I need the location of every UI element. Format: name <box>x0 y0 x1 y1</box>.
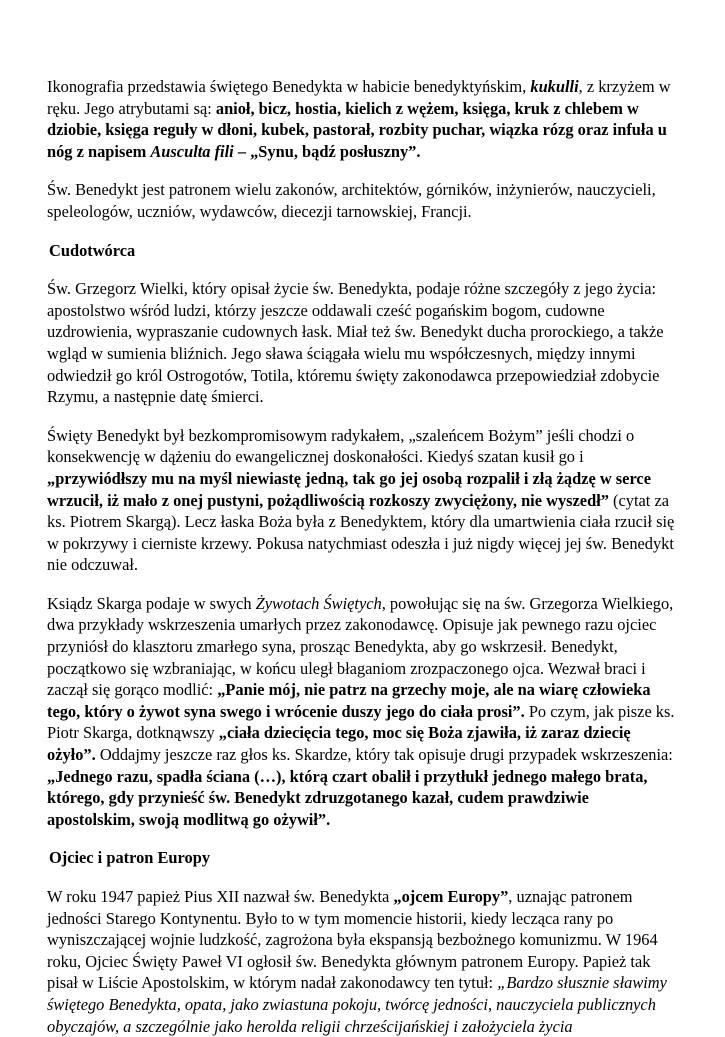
section-heading-patron-europy: Ojciec i patron Europy <box>49 848 211 868</box>
paragraph-gregory: Św. Grzegorz Wielki, który opisał życie św. Benedykta, podaje różne szczegóły z jego życia: apostolstwo wśród ludzi, którzy jeszcze oddawali cześć pogańskim bogom, cudowne uzdrowienia, wypraszanie cudownych łask. Miał też św. Benedykt ducha prorockiego, a także wgląd w sumienia bliźnich. Jego sława ściągała wielu mu współczesnych, między innymi odwiedził go król Ostrogotów, Totila, któremu święty zakonodawca przepowiedział zdobycie Rzymu, a następnie datę śmierci. <box>47 279 664 407</box>
text-run-bold-italic: Ausculta fili <box>150 141 234 161</box>
text-run: Święty Benedykt był bezkompromisowym radykałem, „szaleńcem Bożym” jeśli chodzi o konsekwencję w dążeniu do ewangelicznej doskonałości. Kiedyś szatan kusił go i <box>47 425 635 467</box>
paragraph-temptation <box>47 425 680 576</box>
text-run-bold: anioł, bicz, hostia, kielich z wężem, księga, kruk z chlebem w dziobie, księga reguły w dłoni, kubek, pastorał, rozbity puchar, wiązka rózg oraz infuła u nóg z napisem <box>47 98 667 161</box>
text-run: Oddajmy jeszcze raz głos ks. Skardze, który tak opisuje drugi przypadek wskrzeszenia: <box>95 745 673 765</box>
paragraph-patron-europe <box>47 886 680 1037</box>
paragraph-resurrections <box>47 593 680 831</box>
text-run: Ksiądz Skarga podaje w swych <box>47 593 256 613</box>
text-run-bold: „Panie mój, nie patrz na grzechy moje, ale na wiarę człowieka tego, który o żywot syna swego i wrócenie duszy jego do ciała prosi”. <box>47 680 651 721</box>
text-run-bold: „przywiódłszy mu na myśl niewiastę jedną, tak go jej osobą rozpalił i złą żądzę w serce wrzucił, iż mało z onej pustyni, pożądliwością rozkoszy zwyciężony, nie wyszedł” <box>47 468 651 510</box>
text-run-bold: – „Synu, bądź posłuszny”. <box>233 141 421 161</box>
text-run: , z krzyżem w ręku. Jego atrybutami są: <box>47 77 671 118</box>
text-run: , powołując się na św. Grzegorza Wielkiego, dwa przykłady wskrzeszenia umarłych przez zakonodawcę. Opisuje jak pewnego razu ojciec przyniósł do klasztoru zmarłego syna, prosząc Benedykta, aby go wskrzesił. Benedykt, początkowo się wzbraniając, w końcu uległ błaganiom zrozpaczonego ojca. Wezwał braci i zaczął się gorąco modlić: <box>47 593 674 700</box>
text-run-italic: Żywotach Świętych <box>255 593 382 613</box>
text-run-italic: „Bardzo słusznie sławimy świętego Benedykta, opata, jako zwiastuna pokoju, twórcę jedności, nauczyciela publicznych obyczajów, a szczególnie jako herolda religii chrześcijańskiej i założyciela życia <box>47 973 667 1036</box>
text-run: (cytat za ks. Piotrem Skargą). Lecz łaska Boża była z Benedyktem, który dla umartwienia ciała rzucił się w pokrzywy i cierniste krzewy. Pokusa natychmiast odeszła i już nigdy więcej jej św. Benedykt nie odczuwał. <box>47 490 675 575</box>
paragraph-iconography <box>47 76 680 162</box>
text-run-bold: „ciała dziecięcia tego, moc się Boża zjawiła, iż zaraz dziecię ożyło”. <box>47 723 631 765</box>
text-run: Po czym, jak pisze ks. Piotr Skarga, dotknąwszy <box>47 701 675 743</box>
text-run-bold-italic: kukulli <box>530 77 579 96</box>
text-run-bold: „Jednego razu, spadła ściana (…), którą czart obalił i przytłukł jednego małego brata, którego, gdy przynieść św. Benedykt zdruzgotanego kazał, cudem prawdziwie apostolskim, swoją modlitwą go ożywił”. <box>47 766 648 829</box>
text-run-bold: „ojcem Europy” <box>393 887 509 906</box>
text-run: W roku 1947 papież Pius XII nazwał św. Benedykta <box>47 887 394 906</box>
text-run: Ikonografia przedstawia świętego Benedykta w habicie benedyktyńskim, <box>47 77 531 96</box>
text-run: , uznając patronem jedności Starego Kontynentu. Było to w tym momencie historii, kiedy lecząca rany po wyniszczającej wojnie ludzkość, zagrożona była ekspansją bezbożnego komunizmu. W 1964 roku, Ojciec Święty Paweł VI ogłosił św. Benedykta głównym patronem Europy. Papież tak pisał w Liście Apostolskim, w którym nadał zakonodawcy ten tytuł: <box>47 887 658 993</box>
section-heading-cudotworca: Cudotwórca <box>49 240 136 260</box>
paragraph-patronage: Św. Benedykt jest patronem wielu zakonów, architektów, górników, inżynierów, nauczycieli, speleologów, uczniów, wydawców, diecezji tarnowskiej, Francji. <box>47 180 656 221</box>
